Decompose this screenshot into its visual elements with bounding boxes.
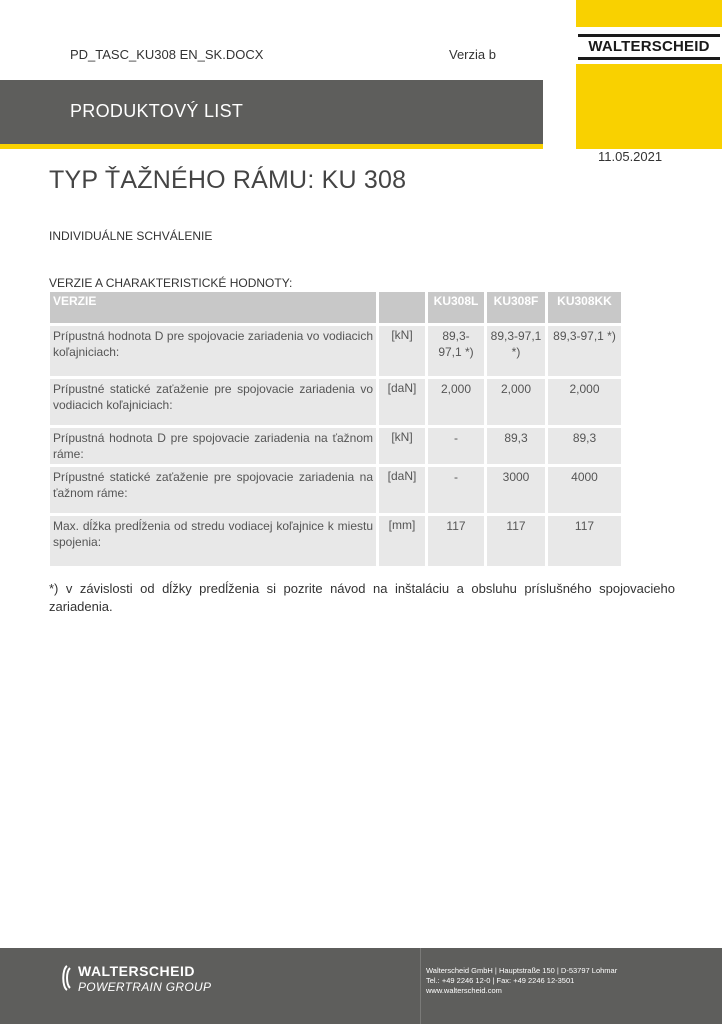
header-ku308l: KU308L [428, 292, 484, 323]
footer-address-line: Walterscheid GmbH | Hauptstraße 150 | D-53797 Lohmar [426, 966, 618, 975]
table-row [50, 516, 621, 566]
footer-group: POWERTRAIN GROUP [78, 980, 212, 994]
row-value-ku308kk: 117 [548, 516, 621, 566]
footer-address [426, 966, 617, 996]
row-description: Prípustná hodnota D pre spojovacie zariadenia vo vodiacich koľajniciach: [50, 326, 376, 376]
document-date: 11.05.2021 [598, 149, 663, 164]
header-versions: VERZIE [50, 292, 376, 323]
walterscheid-mark-icon [60, 965, 74, 991]
row-unit: [mm] [379, 516, 425, 566]
title-band-accent [0, 144, 543, 149]
header-ku308kk: KU308KK [548, 292, 621, 323]
footer-brand: WALTERSCHEID [78, 963, 195, 979]
row-value-ku308f: 117 [487, 516, 545, 566]
row-value-ku308f: 89,3-97,1 *) [487, 326, 545, 376]
table-row [50, 428, 621, 464]
footer-divider [420, 948, 421, 1024]
row-description: Max. dĺžka predĺženia od stredu vodiacej koľajnice k miestu spojenia: [50, 516, 376, 566]
row-value-ku308l: - [428, 428, 484, 464]
footnote: *) v závislosti od dĺžky predĺženia si pozrite návod na inštaláciu a obsluhu príslušného spojovacieho zariadenia. [49, 581, 675, 614]
table-header-row [50, 292, 621, 323]
row-description: Prípustná hodnota D pre spojovacie zariadenia na ťažnom ráme: [50, 428, 376, 464]
row-value-ku308kk: 89,3-97,1 *) [548, 326, 621, 376]
page-title: TYP ŤAŽNÉHO RÁMU: KU 308 [49, 166, 407, 194]
table-row [50, 326, 621, 376]
row-unit: [kN] [379, 428, 425, 464]
document-version: Verzia b [449, 47, 496, 62]
row-value-ku308l: 117 [428, 516, 484, 566]
walterscheid-logo: WALTERSCHEID [578, 34, 720, 60]
row-value-ku308f: 3000 [487, 467, 545, 513]
row-value-ku308l: 89,3-97,1 *) [428, 326, 484, 376]
table-row [50, 467, 621, 513]
row-unit: [kN] [379, 326, 425, 376]
footer-website-link[interactable]: www.walterscheid.com [426, 986, 502, 995]
document-id: PD_TASC_KU308 EN_SK.DOCX [70, 47, 264, 62]
band-title: PRODUKTOVÝ LIST [70, 101, 244, 121]
row-value-ku308l: 2,000 [428, 379, 484, 425]
footer-phone-line: Tel.: +49 2246 12-0 | Fax: +49 2246 12-3501 [426, 976, 575, 985]
row-unit: [daN] [379, 379, 425, 425]
logo-background [576, 0, 722, 149]
row-description: Prípustné statické zaťaženie pre spojovacie zariadenia na ťažnom ráme: [50, 467, 376, 513]
row-description: Prípustné statické zaťaženie pre spojovacie zariadenia vo vodiacich koľajniciach: [50, 379, 376, 425]
row-value-ku308f: 89,3 [487, 428, 545, 464]
row-value-ku308kk: 89,3 [548, 428, 621, 464]
table-row [50, 379, 621, 425]
row-value-ku308kk: 2,000 [548, 379, 621, 425]
versions-heading: VERZIE A CHARAKTERISTICKÉ HODNOTY: [49, 276, 293, 290]
specs-table [47, 289, 624, 569]
header-ku308f: KU308F [487, 292, 545, 323]
row-value-ku308kk: 4000 [548, 467, 621, 513]
row-unit: [daN] [379, 467, 425, 513]
row-value-ku308l: - [428, 467, 484, 513]
header-unit [379, 292, 425, 323]
row-value-ku308f: 2,000 [487, 379, 545, 425]
approval-heading: INDIVIDUÁLNE SCHVÁLENIE [49, 229, 213, 243]
